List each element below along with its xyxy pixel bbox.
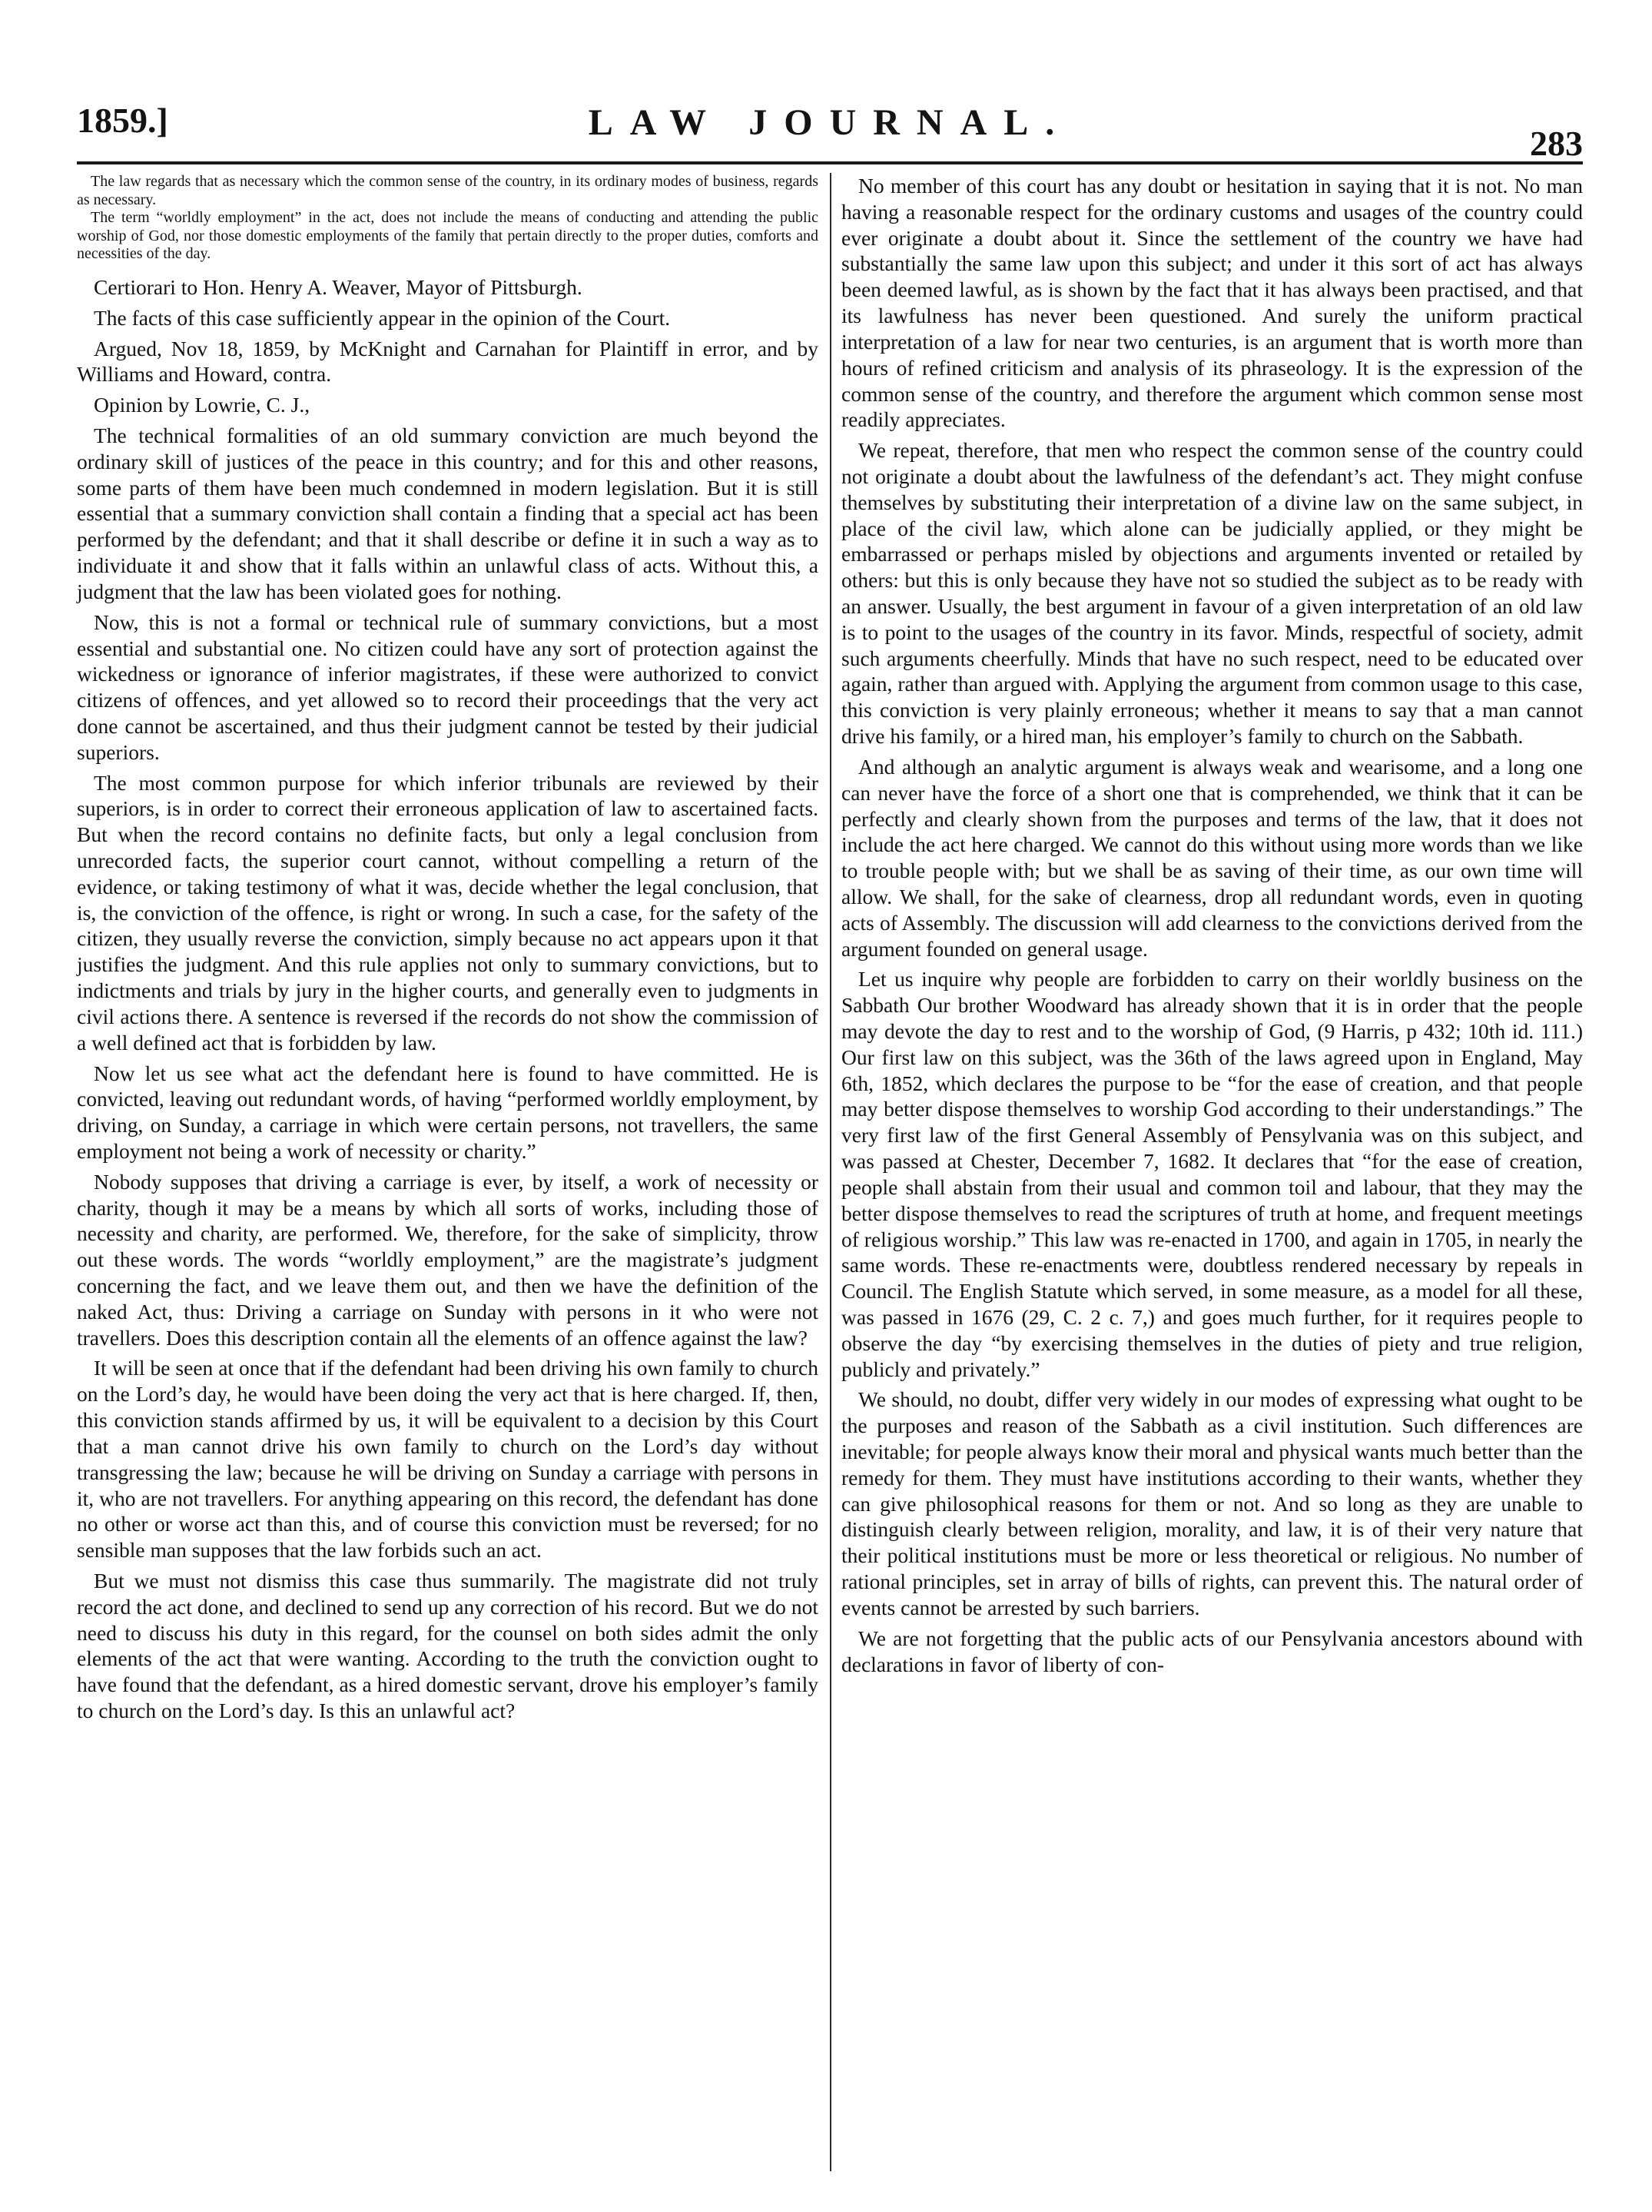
page-header (77, 92, 1583, 163)
right-column (841, 173, 1583, 1682)
syllabus-point: The term “worldly employment” in the act, does not include the means of conducting and attending the public worship of God, nor those domestic employments of the family that pertain directly to the proper duties, comforts and necessities of the day. (77, 209, 818, 263)
header-rule (77, 161, 1583, 164)
paragraph: It will be seen at once that if the defendant had been driving his own family to church on the Lord’s day, he would have been doing the very act that is here charged. If, then, this conviction stands affirmed by us, it will be equivalent to a decision by this Court that a man cannot drive his own family to church on the Lord’s day without transgressing the law; because he will be driving on Sunday a carriage with persons in it, who are not travellers. For anything appearing on this record, the defendant has done no other or worse act than this, and of course this conviction must be reversed; for no sensible man supposes that the law forbids such an act. (77, 1356, 818, 1563)
left-column (77, 173, 818, 1729)
paragraph: We are not forgetting that the public acts of our Pensylvania ancestors abound with declarations in favor of liberty of con- (841, 1626, 1583, 1676)
syllabus-point: The law regards that as necessary which the common sense of the country, in its ordinary modes of business, regards as necessary. (77, 173, 818, 208)
paragraph: And although an analytic argument is always weak and wearisome, and a long one can never have the force of a short one that is comprehended, we think that it can be perfectly and clearly shown from the purposes and terms of the law, that it does not include the act here charged. We cannot do this without using more words than we like to trouble people with; but we shall be as saving of their time, as our own time will allow. We shall, for the sake of clearness, drop all redundant words, even in quoting acts of Assembly. The discussion will add clearness to the convictions derived from the argument founded on general usage. (841, 754, 1583, 961)
paragraph: Let us inquire why people are forbidden to carry on their worldly business on the Sabbath Our brother Woodward has already shown that it is in order that the people may devote the day to rest and to the worship of God, (9 Harris, p 432; 10th id. 111.) Our first law on this subject, was the 36th of the laws agreed upon in England, May 6th, 1852, which declares the purpose to be “for the ease of creation, and that people may better dispose themselves to worship God according to their understandings.” The very first law of the first General Assembly of Pensylvania was on this subject, and was passed at Chester, December 7, 1682. It declares that “for the ease of creation, people shall abstain from their usual and common toil and labour, that they may the better dispose themselves to read the scriptures of truth at home, and frequent meetings of religious worship.” This law was re-enacted in 1700, and again in 1705, in nearly the same words. These re-enactments were, doubtless rendered necessary by repeals in Council. The English Statute which served, in some measure, as a model for all these, was passed in 1676 (29, C. 2 c. 7,) and goes much further, for it requires people to observe the day “by exercising themselves in the duties of piety and true religion, publicly and privately.” (841, 967, 1583, 1381)
paragraph: Now let us see what act the defendant here is found to have committed. He is convicted, leaving out redundant words, of having “performed worldly employment, by driving, on Sunday, a carriage in which were certain persons, not travellers, the same employment not being a work of necessity or charity.” (77, 1061, 818, 1163)
paragraph: Nobody supposes that driving a carriage is ever, by itself, a work of necessity or charity, though it may be a means by which all sorts of works, including those of necessity and charity, are performed. We, therefore, for the sake of simplicity, throw out these words. The words “worldly employment,” are the magistrate’s judgment concerning the fact, and we leave them out, and then we have the definition of the naked Act, thus: Driving a carriage on Sunday with persons in it who were not travellers. Does this description contain all the elements of an offence against the law? (77, 1169, 818, 1350)
page-number: 283 (1530, 124, 1583, 163)
paragraph: Now, this is not a formal or technical rule of summary convictions, but a most essential and substantial one. No citizen could have any sort of protection against the wickedness or ignorance of inferior magistrates, if these were authorized to convict citizens of offences, and yet allowed so to record their proceedings that the very act done cannot be ascertained, and thus their judgment cannot be tested by their judicial superiors. (77, 609, 818, 764)
paragraph: But we must not dismiss this case thus summarily. The magistrate did not truly record the act done, and declined to send up any correction of his record. But we do not need to discuss his duty in this regard, for the counsel on both sides admit the only elements of the act that were wanting. According to the truth the conviction ought to have found that the defendant, as a hired domestic servant, drove his employer’s family to church on the Lord’s day. Is this an unlawful act? (77, 1568, 818, 1723)
opinion-author: Opinion by Lowrie, C. J., (94, 393, 310, 417)
case-caption: Certiorari to Hon. Henry A. Weaver, Mayor of Pittsburgh. (94, 274, 582, 299)
paragraph: We repeat, therefore, that men who respect the common sense of the country could not originate a doubt about the lawfulness of the defendant’s act. They might confuse themselves by substituting their interpretation of a divine law on the same subject, in place of the civil law, which alone can be judicially applied, or they might be embarrassed or perhaps misled by objections and arguments invented or retailed by others: but this is only because they have not so studied the subject as to be ready with an answer. Usually, the best argument in favour of a given interpretation of an old law is to point to the usages of the country in its favor. Minds, respectful of society, admit such arguments cheerfully. Minds that have no such respect, need to be educated over again, rather than argued with. Applying the argument from common usage to this case, this conviction is very plainly erroneous; whether it means to say that a man cannot drive his family, or a hired man, his employer’s family to church on the Sabbath. (841, 438, 1583, 749)
column-divider (830, 173, 831, 2171)
paragraph: Argued, Nov 18, 1859, by McKnight and Carnahan for Plaintiff in error, and by Williams and Howard, contra. (77, 336, 818, 387)
header-year: 1859.] (77, 101, 168, 140)
paragraph: The technical formalities of an old summary conviction are much beyond the ordinary skill of justices of the peace in this country; and for this and other reasons, some parts of them have been much condemned in modern legislation. But it is still essential that a summary conviction shall contain a finding that a special act has been performed by the defendant; and that it shall describe or define it in such a way as to individuate it and show that it falls within an unlawful class of acts. Without this, a judgment that the law has been violated goes for nothing. (77, 423, 818, 603)
paragraph: No member of this court has any doubt or hesitation in saying that it is not. No man having a reasonable respect for the ordinary customs and usages of the country could ever originate a doubt about it. Since the settlement of the country we have had substantially the same law upon this subject; and under it this sort of act has always been deemed lawful, as is shown by the fact that it has always been practised, and that its lawfulness has never been questioned. And surely the uniform practical interpretation of a law for near two centuries, is an argument that is worth more than hours of refined criticism and analysis of its phraseology. It is the expression of the common sense of the country, and therefore the argument which common sense most readily appreciates. (841, 174, 1583, 432)
paragraph: The facts of this case sufficiently appear in the opinion of the Court. (94, 305, 671, 330)
syllabus (77, 173, 818, 264)
paragraph: We should, no doubt, differ very widely in our modes of expressing what ought to be the purposes and reason of the Sabbath as a civil institution. Such differences are inevitable; for people always know their moral and physical wants much better than the remedy for them. They must have institutions according to their wants, whether they can give philosophical reasons for them or not. And so long as they are unable to distinguish clearly between religion, morality, and law, it is of their very nature that their political institutions must be more or less theoretical or religious. No number of rational principles, set in array of bills of rights, can prevent this. The natural order of events cannot be arrested by such barriers. (841, 1387, 1583, 1619)
paragraph: The most common purpose for which inferior tribunals are reviewed by their superiors, is in order to correct their erroneous application of law to ascertained facts. But when the record contains no definite facts, but only a legal conclusion from unrecorded facts, the superior court cannot, without compelling a return of the evidence, or taking testimony of what it was, decide whether the legal conclusion, that is, the conviction of the offence, is right or wrong. In such a case, for the safety of the citizen, they usually reverse the conviction, simply because no act appears upon it that justifies the judgment. And this rule applies not only to summary convictions, but to indictments and trials by jury in the higher courts, and generally even to judgments in civil actions there. A sentence is reversed if the records do not show the commission of a well defined act that is forbidden by law. (77, 770, 818, 1055)
journal-title: LAW JOURNAL. (588, 102, 1072, 143)
